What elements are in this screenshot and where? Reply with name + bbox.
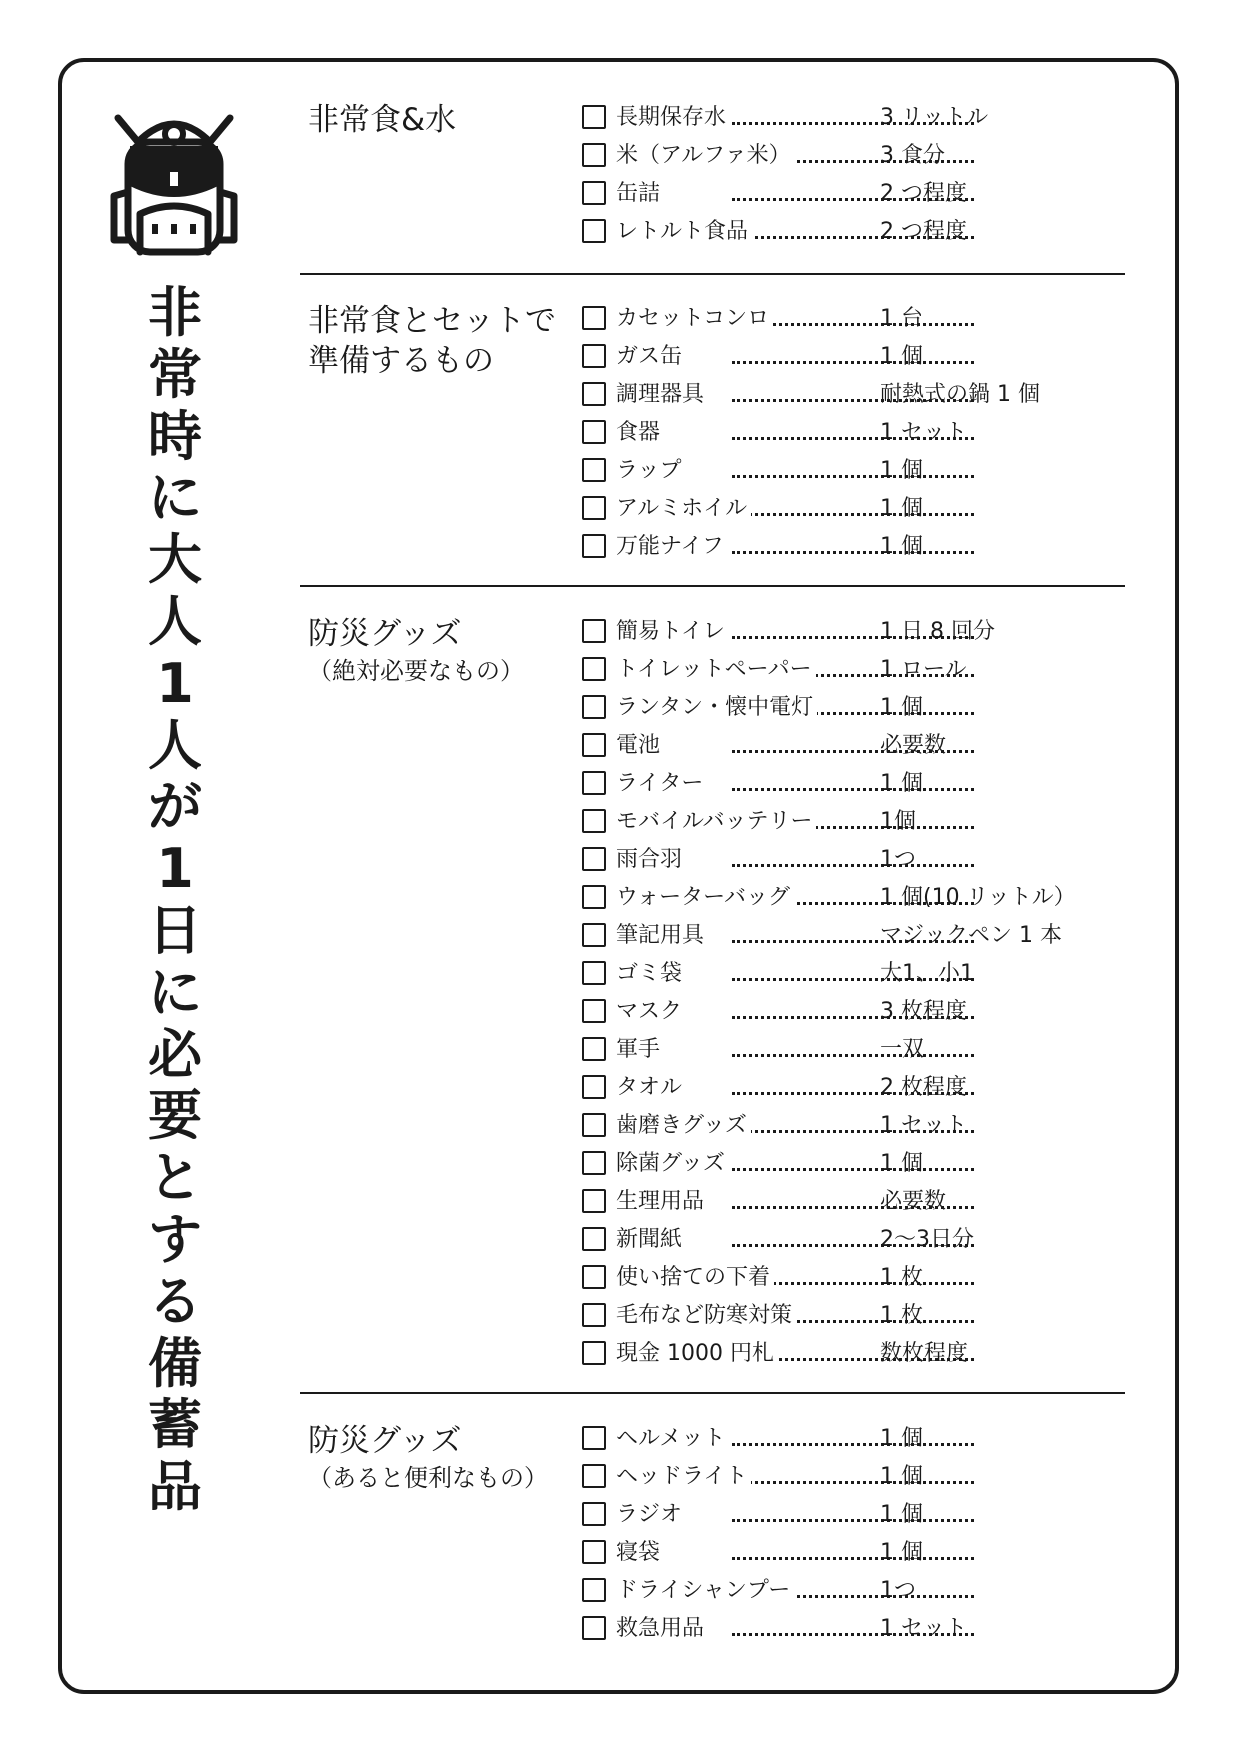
- checkbox-icon[interactable]: [582, 1578, 606, 1602]
- checkbox-icon[interactable]: [582, 458, 606, 482]
- title-char: 必: [148, 1022, 202, 1086]
- item-name: 米（アルファ米）: [616, 142, 795, 170]
- title-char: 要: [148, 1084, 202, 1148]
- checklist-item[interactable]: [582, 1188, 1182, 1218]
- checkbox-icon[interactable]: [582, 382, 606, 406]
- leader-dots: [732, 864, 974, 867]
- checklist-item[interactable]: [582, 1577, 1182, 1607]
- item-name: ヘッドライト: [616, 1463, 751, 1491]
- checkbox-icon[interactable]: [582, 1341, 606, 1365]
- item-name: 歯磨きグッズ: [616, 1112, 751, 1140]
- item-quantity: 1つ: [880, 1578, 916, 1603]
- checkbox-icon[interactable]: [582, 619, 606, 643]
- title-char: に: [148, 466, 202, 530]
- item-name: 現金 1000 円札: [616, 1340, 778, 1368]
- item-name: 調理器具: [616, 381, 708, 409]
- item-name: 簡易トイレ: [616, 618, 729, 646]
- item-quantity: 1 セット: [880, 1616, 967, 1641]
- item-quantity: 2 つ程度: [880, 181, 967, 206]
- checklist-item[interactable]: [582, 1539, 1182, 1569]
- title-char: 蓄: [148, 1393, 202, 1457]
- checkbox-icon[interactable]: [582, 809, 606, 833]
- leader-dots: [732, 1481, 974, 1484]
- checklist-item[interactable]: [582, 694, 1182, 724]
- item-quantity: 1 個(10 リットル）: [880, 885, 1076, 910]
- leader-dots: [732, 1519, 974, 1522]
- checklist-item[interactable]: [582, 381, 1182, 411]
- checklist-item[interactable]: [582, 533, 1182, 563]
- checklist-item[interactable]: [582, 305, 1182, 335]
- item-quantity: 1 枚: [880, 1265, 923, 1290]
- item-quantity: 一双: [880, 1037, 925, 1062]
- item-quantity: マジックペン 1 本: [880, 923, 1062, 948]
- checklist-item[interactable]: [582, 1036, 1182, 1066]
- item-name: 筆記用具: [616, 922, 708, 950]
- checklist-item[interactable]: [582, 218, 1182, 248]
- title-char: 人: [148, 713, 202, 777]
- checklist-item[interactable]: [582, 180, 1182, 210]
- checkbox-icon[interactable]: [582, 923, 606, 947]
- checkbox-icon[interactable]: [582, 420, 606, 444]
- item-name: ウォーターバッグ: [616, 884, 794, 912]
- title-char: 非: [148, 281, 202, 344]
- leader-dots: [732, 513, 974, 516]
- title-char: す: [148, 1207, 202, 1271]
- item-name: ライター: [616, 770, 707, 798]
- item-quantity: 3 リットル: [880, 105, 989, 130]
- title-char: 時: [148, 404, 202, 468]
- checkbox-icon[interactable]: [582, 219, 606, 243]
- item-quantity: 1 個: [880, 344, 923, 369]
- item-name: ガス缶: [616, 343, 686, 371]
- title-char: 備: [148, 1331, 202, 1395]
- checkbox-icon[interactable]: [582, 534, 606, 558]
- checklist-item[interactable]: [582, 1074, 1182, 1104]
- checkbox-icon[interactable]: [582, 1189, 606, 1213]
- checklist-item[interactable]: [582, 1226, 1182, 1256]
- item-name: 除菌グッズ: [616, 1150, 729, 1178]
- checklist-item[interactable]: [582, 142, 1182, 172]
- checklist-item[interactable]: [582, 960, 1182, 990]
- checklist-item[interactable]: [582, 922, 1182, 952]
- item-name: 雨合羽: [616, 846, 686, 874]
- leader-dots: [732, 1443, 974, 1446]
- checklist-item[interactable]: [582, 343, 1182, 373]
- item-quantity: 1 日 8 回分: [880, 619, 995, 644]
- item-quantity: 2 枚程度: [880, 1075, 967, 1100]
- checkbox-icon[interactable]: [582, 961, 606, 985]
- checklist-item[interactable]: [582, 770, 1182, 800]
- item-quantity: 2～3日分: [880, 1227, 974, 1252]
- item-name: カセットコンロ: [616, 305, 773, 333]
- item-quantity: 1個: [880, 809, 916, 834]
- item-quantity: 1 セット: [880, 420, 967, 445]
- item-name: 寝袋: [616, 1539, 664, 1567]
- checklist-item[interactable]: [582, 1425, 1182, 1455]
- section-divider: [300, 273, 1125, 275]
- checkbox-icon[interactable]: [582, 181, 606, 205]
- item-name: ヘルメット: [616, 1425, 729, 1453]
- section-title: 非常食とセットで: [308, 303, 556, 339]
- checklist-item[interactable]: [582, 1463, 1182, 1493]
- leader-dots: [732, 551, 974, 554]
- checklist-item[interactable]: [582, 618, 1182, 648]
- item-quantity: 1 個: [880, 458, 923, 483]
- item-quantity: 1 個: [880, 771, 923, 796]
- item-name: マスク: [616, 998, 686, 1026]
- item-quantity: 3 枚程度: [880, 999, 967, 1024]
- item-name: ラジオ: [616, 1501, 686, 1529]
- checkbox-icon[interactable]: [582, 1151, 606, 1175]
- item-quantity: 1 台: [880, 306, 923, 331]
- leader-dots: [732, 788, 974, 791]
- item-name: モバイルバッテリー: [616, 808, 816, 836]
- checklist-item[interactable]: [582, 884, 1182, 914]
- checklist-item[interactable]: [582, 457, 1182, 487]
- title-char: る: [148, 1269, 202, 1333]
- leader-dots: [732, 361, 974, 364]
- title-char: 品: [148, 1455, 202, 1519]
- checkbox-icon[interactable]: [582, 1464, 606, 1488]
- section-subtitle: （あると便利なもの）: [308, 1464, 548, 1492]
- checkbox-icon[interactable]: [582, 885, 606, 909]
- section-title: 準備するもの: [308, 343, 494, 379]
- checkbox-icon[interactable]: [582, 1265, 606, 1289]
- item-quantity: 2 つ程度: [880, 219, 967, 244]
- item-name: ドライシャンプー: [616, 1577, 794, 1605]
- item-quantity: 1つ: [880, 847, 916, 872]
- item-quantity: 1 枚: [880, 1303, 923, 1328]
- item-name: トイレットペーパー: [616, 656, 816, 684]
- item-quantity: 3 食分: [880, 143, 945, 168]
- item-name: アルミホイル: [616, 495, 751, 523]
- checkbox-icon[interactable]: [582, 1540, 606, 1564]
- title-char: に: [148, 960, 202, 1024]
- item-quantity: 1 個: [880, 695, 923, 720]
- item-name: 新聞紙: [616, 1226, 686, 1254]
- item-name: レトルト食品: [616, 218, 752, 246]
- checklist-item[interactable]: [582, 656, 1182, 686]
- item-name: ゴミ袋: [616, 960, 686, 988]
- item-name: 食器: [616, 419, 664, 447]
- checklist-item[interactable]: [582, 732, 1182, 762]
- item-name: 生理用品: [616, 1188, 708, 1216]
- item-quantity: 1 個: [880, 496, 923, 521]
- item-name: ランタン・懐中電灯: [616, 694, 817, 722]
- checkbox-icon[interactable]: [582, 496, 606, 520]
- checkbox-icon[interactable]: [582, 1227, 606, 1251]
- title-char: 常: [148, 342, 202, 406]
- item-quantity: 1 ロール: [880, 657, 967, 682]
- checkbox-icon[interactable]: [582, 657, 606, 681]
- title-char: 1: [156, 837, 194, 901]
- checkbox-icon[interactable]: [582, 695, 606, 719]
- checklist-item[interactable]: [582, 495, 1182, 525]
- title-char: 1: [156, 651, 194, 715]
- item-quantity: 1 個: [880, 1540, 923, 1565]
- checkbox-icon[interactable]: [582, 1113, 606, 1137]
- section-divider: [300, 585, 1125, 587]
- item-quantity: 1 個: [880, 534, 923, 559]
- checklist-item[interactable]: [582, 1501, 1182, 1531]
- checkbox-icon[interactable]: [582, 344, 606, 368]
- checklist-item[interactable]: [582, 1264, 1182, 1294]
- checkbox-icon[interactable]: [582, 1037, 606, 1061]
- checklist-item[interactable]: [582, 998, 1182, 1028]
- item-quantity: 大1、小1: [880, 961, 974, 986]
- section-divider: [300, 1392, 1125, 1394]
- checkbox-icon[interactable]: [582, 105, 606, 129]
- checklist-item[interactable]: [582, 1150, 1182, 1180]
- item-name: 毛布など防寒対策: [616, 1302, 796, 1330]
- item-name: ラップ: [616, 457, 686, 485]
- leader-dots: [732, 1168, 974, 1171]
- checkbox-icon[interactable]: [582, 1502, 606, 1526]
- item-name: 缶詰: [616, 180, 664, 208]
- checkbox-icon[interactable]: [582, 771, 606, 795]
- item-name: 軍手: [616, 1036, 664, 1064]
- checklist-item[interactable]: [582, 1340, 1182, 1370]
- leader-dots: [732, 1557, 974, 1560]
- item-quantity: 1 セット: [880, 1113, 967, 1138]
- checkbox-icon[interactable]: [582, 847, 606, 871]
- item-name: 救急用品: [616, 1615, 708, 1643]
- checkbox-icon[interactable]: [582, 1426, 606, 1450]
- section-title: 防災グッズ: [308, 1423, 462, 1459]
- item-name: タオル: [616, 1074, 686, 1102]
- title-char: 日: [148, 898, 202, 962]
- checkbox-icon[interactable]: [582, 1075, 606, 1099]
- checkbox-icon[interactable]: [582, 1303, 606, 1327]
- checkbox-icon[interactable]: [582, 733, 606, 757]
- title-char: 大: [148, 528, 202, 592]
- leader-dots: [732, 475, 974, 478]
- item-quantity: 1 個: [880, 1426, 923, 1451]
- item-quantity: 1 個: [880, 1502, 923, 1527]
- item-quantity: 必要数: [880, 733, 947, 758]
- checklist-item[interactable]: [582, 104, 1182, 134]
- item-quantity: 1 個: [880, 1151, 923, 1176]
- item-name: 長期保存水: [616, 104, 730, 132]
- checkbox-icon[interactable]: [582, 1616, 606, 1640]
- title-char: と: [148, 1146, 202, 1210]
- title-char: 人: [148, 589, 202, 653]
- checkbox-icon[interactable]: [582, 306, 606, 330]
- item-name: 万能ナイフ: [616, 533, 728, 561]
- item-quantity: 耐熱式の鍋 1 個: [880, 382, 1040, 407]
- section-subtitle: （絶対必要なもの）: [308, 657, 524, 685]
- checklist-item[interactable]: [582, 1302, 1182, 1332]
- checklist-item[interactable]: [582, 1615, 1182, 1645]
- section-title: 防災グッズ: [308, 616, 462, 652]
- item-quantity: 数枚程度: [880, 1341, 969, 1366]
- item-name: 使い捨ての下着: [616, 1264, 774, 1292]
- checkbox-icon[interactable]: [582, 999, 606, 1023]
- item-quantity: 必要数: [880, 1189, 947, 1214]
- item-name: 電池: [616, 732, 664, 760]
- checklist-item[interactable]: [582, 846, 1182, 876]
- item-quantity: 1 個: [880, 1464, 923, 1489]
- vertical-page-title: [120, 282, 230, 1518]
- checklist-item[interactable]: [582, 808, 1182, 838]
- checklist-item[interactable]: [582, 419, 1182, 449]
- checkbox-icon[interactable]: [582, 143, 606, 167]
- section-title: 非常食&水: [308, 102, 457, 138]
- leader-dots: [732, 1054, 974, 1057]
- checklist-item[interactable]: [582, 1112, 1182, 1142]
- title-char: が: [148, 775, 202, 839]
- backpack-icon: [100, 112, 248, 260]
